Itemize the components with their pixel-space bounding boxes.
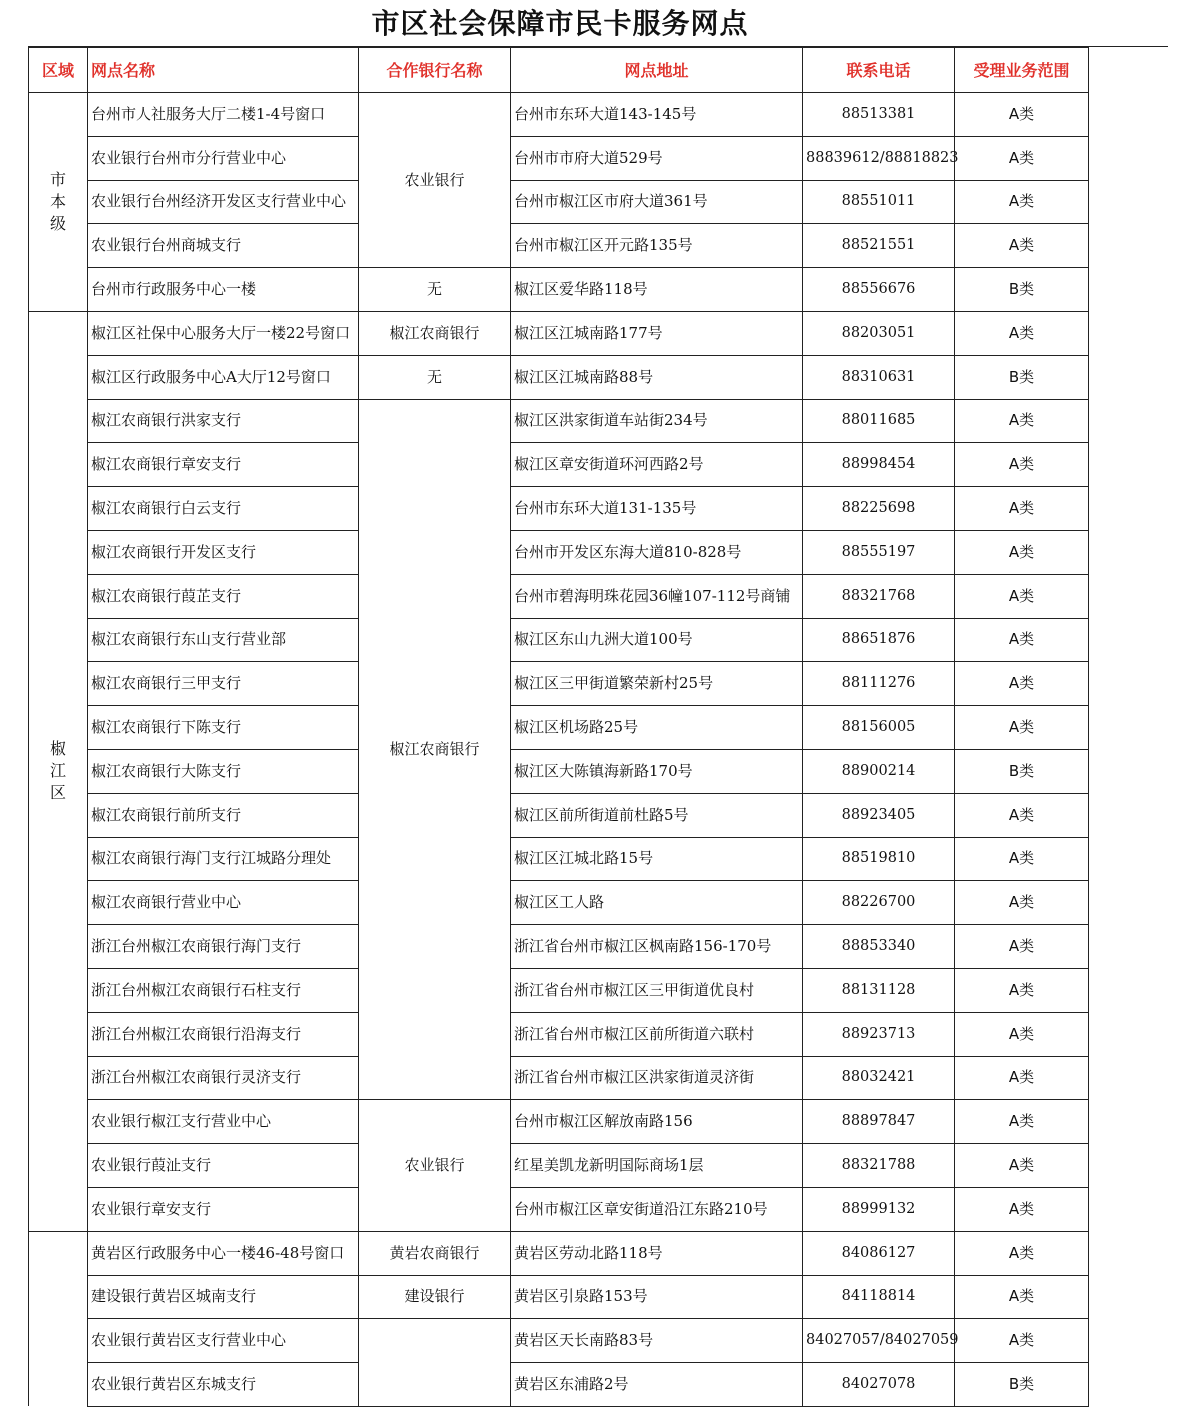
table-row bbox=[29, 136, 1089, 180]
point-scope: B类 bbox=[955, 1363, 1089, 1407]
point-name: 椒江区社保中心服务大厅一楼22号窗口 bbox=[88, 311, 359, 355]
point-name: 椒江农商银行三甲支行 bbox=[88, 662, 359, 706]
table-row bbox=[29, 487, 1089, 531]
bank-name: 椒江农商银行 bbox=[359, 399, 511, 1100]
point-scope: A类 bbox=[955, 662, 1089, 706]
header-phone: 联系电话 bbox=[803, 48, 955, 93]
point-address: 浙江省台州市椒江区三甲街道优良村 bbox=[511, 968, 803, 1012]
table-header-row bbox=[29, 48, 1089, 93]
point-address: 台州市椒江区解放南路156 bbox=[511, 1100, 803, 1144]
point-scope: A类 bbox=[955, 1012, 1089, 1056]
table-row bbox=[29, 706, 1089, 750]
point-address: 台州市椒江区章安街道沿江东路210号 bbox=[511, 1187, 803, 1231]
point-address: 椒江区江城北路15号 bbox=[511, 837, 803, 881]
point-name: 椒江农商银行海门支行江城路分理处 bbox=[88, 837, 359, 881]
point-name: 农业银行章安支行 bbox=[88, 1187, 359, 1231]
table-row bbox=[29, 1100, 1089, 1144]
point-address: 椒江区章安街道环河西路2号 bbox=[511, 443, 803, 487]
point-scope: B类 bbox=[955, 749, 1089, 793]
point-phone: 88513381 bbox=[803, 93, 955, 137]
point-scope: A类 bbox=[955, 224, 1089, 268]
table-row bbox=[29, 662, 1089, 706]
point-phone: 88131128 bbox=[803, 968, 955, 1012]
point-name: 浙江台州椒江农商银行灵济支行 bbox=[88, 1056, 359, 1100]
point-name: 椒江农商银行营业中心 bbox=[88, 881, 359, 925]
point-address: 台州市东环大道143-145号 bbox=[511, 93, 803, 137]
table-row bbox=[29, 399, 1089, 443]
point-scope: B类 bbox=[955, 355, 1089, 399]
point-address: 浙江省台州市椒江区枫南路156-170号 bbox=[511, 925, 803, 969]
region-cell bbox=[29, 1231, 88, 1406]
point-name: 农业银行台州商城支行 bbox=[88, 224, 359, 268]
point-phone: 88839612/88818823 bbox=[803, 136, 955, 180]
point-phone: 88923713 bbox=[803, 1012, 955, 1056]
point-address: 椒江区洪家街道车站街234号 bbox=[511, 399, 803, 443]
point-name: 椒江农商银行东山支行营业部 bbox=[88, 618, 359, 662]
point-address: 椒江区江城南路177号 bbox=[511, 311, 803, 355]
table-row bbox=[29, 793, 1089, 837]
point-phone: 88900214 bbox=[803, 749, 955, 793]
point-name: 椒江区行政服务中心A大厅12号窗口 bbox=[88, 355, 359, 399]
point-name: 椒江农商银行开发区支行 bbox=[88, 530, 359, 574]
point-phone: 88321768 bbox=[803, 574, 955, 618]
point-address: 椒江区工人路 bbox=[511, 881, 803, 925]
point-scope: A类 bbox=[955, 93, 1089, 137]
table-row bbox=[29, 1056, 1089, 1100]
point-phone: 88521551 bbox=[803, 224, 955, 268]
point-name: 浙江台州椒江农商银行海门支行 bbox=[88, 925, 359, 969]
point-address: 椒江区前所街道前杜路5号 bbox=[511, 793, 803, 837]
point-scope: A类 bbox=[955, 180, 1089, 224]
table-row bbox=[29, 1275, 1089, 1319]
point-scope: A类 bbox=[955, 530, 1089, 574]
point-phone: 88226700 bbox=[803, 881, 955, 925]
point-address: 椒江区大陈镇海新路170号 bbox=[511, 749, 803, 793]
point-scope: A类 bbox=[955, 1275, 1089, 1319]
point-address: 黄岩区东浦路2号 bbox=[511, 1363, 803, 1407]
header-region: 区域 bbox=[29, 48, 88, 93]
point-scope: A类 bbox=[955, 706, 1089, 750]
region-label: 市本级 bbox=[50, 169, 67, 233]
point-phone: 88651876 bbox=[803, 618, 955, 662]
point-scope: A类 bbox=[955, 793, 1089, 837]
bank-name: 无 bbox=[359, 355, 511, 399]
bank-name: 农业银行 bbox=[359, 93, 511, 268]
bank-name: 建设银行 bbox=[359, 1275, 511, 1319]
point-phone: 88923405 bbox=[803, 793, 955, 837]
point-phone: 88321788 bbox=[803, 1144, 955, 1188]
point-address: 台州市碧海明珠花园36幢107-112号商铺 bbox=[511, 574, 803, 618]
point-name: 椒江农商银行章安支行 bbox=[88, 443, 359, 487]
point-name: 农业银行黄岩区支行营业中心 bbox=[88, 1319, 359, 1363]
service-points-table bbox=[28, 47, 1089, 1407]
table-row bbox=[29, 268, 1089, 312]
bank-name: 农业银行 bbox=[359, 1100, 511, 1231]
point-scope: A类 bbox=[955, 837, 1089, 881]
point-name: 椒江农商银行洪家支行 bbox=[88, 399, 359, 443]
point-address: 台州市东环大道131-135号 bbox=[511, 487, 803, 531]
point-phone: 88225698 bbox=[803, 487, 955, 531]
table-row bbox=[29, 749, 1089, 793]
point-scope: A类 bbox=[955, 1187, 1089, 1231]
table-row bbox=[29, 443, 1089, 487]
table-row bbox=[29, 925, 1089, 969]
point-scope: A类 bbox=[955, 487, 1089, 531]
point-name: 椒江农商银行大陈支行 bbox=[88, 749, 359, 793]
table-row bbox=[29, 1319, 1089, 1363]
point-phone: 88310631 bbox=[803, 355, 955, 399]
table-row bbox=[29, 574, 1089, 618]
header-address: 网点地址 bbox=[511, 48, 803, 93]
point-scope: A类 bbox=[955, 311, 1089, 355]
point-phone: 88011685 bbox=[803, 399, 955, 443]
point-phone: 88032421 bbox=[803, 1056, 955, 1100]
table-row bbox=[29, 1363, 1089, 1407]
point-phone: 88156005 bbox=[803, 706, 955, 750]
point-phone: 84086127 bbox=[803, 1231, 955, 1275]
point-address: 椒江区三甲街道繁荣新村25号 bbox=[511, 662, 803, 706]
point-scope: A类 bbox=[955, 1100, 1089, 1144]
point-phone: 84027078 bbox=[803, 1363, 955, 1407]
point-address: 台州市开发区东海大道810-828号 bbox=[511, 530, 803, 574]
point-name: 椒江农商银行葭芷支行 bbox=[88, 574, 359, 618]
point-phone: 84118814 bbox=[803, 1275, 955, 1319]
point-name: 农业银行黄岩区东城支行 bbox=[88, 1363, 359, 1407]
point-name: 农业银行葭沚支行 bbox=[88, 1144, 359, 1188]
bank-name: 黄岩农商银行 bbox=[359, 1231, 511, 1275]
point-scope: B类 bbox=[955, 268, 1089, 312]
point-phone: 88555197 bbox=[803, 530, 955, 574]
header-scope: 受理业务范围 bbox=[955, 48, 1089, 93]
point-phone: 88999132 bbox=[803, 1187, 955, 1231]
point-name: 浙江台州椒江农商银行沿海支行 bbox=[88, 1012, 359, 1056]
point-scope: A类 bbox=[955, 1056, 1089, 1100]
point-address: 黄岩区天长南路83号 bbox=[511, 1319, 803, 1363]
point-scope: A类 bbox=[955, 925, 1089, 969]
point-scope: A类 bbox=[955, 968, 1089, 1012]
point-phone: 88203051 bbox=[803, 311, 955, 355]
page-title: 市区社会保障市民卡服务网点 bbox=[371, 7, 749, 40]
point-phone: 88111276 bbox=[803, 662, 955, 706]
point-address: 椒江区江城南路88号 bbox=[511, 355, 803, 399]
table-row bbox=[29, 311, 1089, 355]
point-address: 台州市椒江区市府大道361号 bbox=[511, 180, 803, 224]
table-row bbox=[29, 618, 1089, 662]
point-phone: 88519810 bbox=[803, 837, 955, 881]
point-phone: 88897847 bbox=[803, 1100, 955, 1144]
point-name: 农业银行台州市分行营业中心 bbox=[88, 136, 359, 180]
point-address: 浙江省台州市椒江区洪家街道灵济街 bbox=[511, 1056, 803, 1100]
point-address: 台州市椒江区开元路135号 bbox=[511, 224, 803, 268]
table-row bbox=[29, 881, 1089, 925]
point-address: 椒江区爱华路118号 bbox=[511, 268, 803, 312]
point-scope: A类 bbox=[955, 574, 1089, 618]
point-address: 红星美凯龙新明国际商场1层 bbox=[511, 1144, 803, 1188]
point-name: 建设银行黄岩区城南支行 bbox=[88, 1275, 359, 1319]
table-row bbox=[29, 180, 1089, 224]
table-row bbox=[29, 968, 1089, 1012]
point-address: 椒江区机场路25号 bbox=[511, 706, 803, 750]
bank-name: 无 bbox=[359, 268, 511, 312]
point-address: 浙江省台州市椒江区前所街道六联村 bbox=[511, 1012, 803, 1056]
header-name: 网点名称 bbox=[88, 48, 359, 93]
point-address: 椒江区东山九洲大道100号 bbox=[511, 618, 803, 662]
table-row bbox=[29, 530, 1089, 574]
table-row bbox=[29, 1144, 1089, 1188]
point-address: 黄岩区劳动北路118号 bbox=[511, 1231, 803, 1275]
point-scope: A类 bbox=[955, 618, 1089, 662]
point-scope: A类 bbox=[955, 1144, 1089, 1188]
point-name: 台州市人社服务大厅二楼1-4号窗口 bbox=[88, 93, 359, 137]
point-name: 椒江农商银行下陈支行 bbox=[88, 706, 359, 750]
region-cell bbox=[29, 93, 88, 312]
table-row bbox=[29, 1187, 1089, 1231]
point-scope: A类 bbox=[955, 881, 1089, 925]
point-name: 椒江农商银行前所支行 bbox=[88, 793, 359, 837]
table-row bbox=[29, 837, 1089, 881]
point-scope: A类 bbox=[955, 443, 1089, 487]
table-row bbox=[29, 93, 1089, 137]
point-name: 农业银行台州经济开发区支行营业中心 bbox=[88, 180, 359, 224]
region-cell bbox=[29, 311, 88, 1231]
point-scope: A类 bbox=[955, 136, 1089, 180]
point-scope: A类 bbox=[955, 399, 1089, 443]
table-row bbox=[29, 224, 1089, 268]
point-name: 黄岩区行政服务中心一楼46-48号窗口 bbox=[88, 1231, 359, 1275]
point-name: 台州市行政服务中心一楼 bbox=[88, 268, 359, 312]
point-phone: 88853340 bbox=[803, 925, 955, 969]
region-label: 椒江区 bbox=[50, 739, 67, 803]
point-phone: 88551011 bbox=[803, 180, 955, 224]
point-phone: 84027057/84027059 bbox=[803, 1319, 955, 1363]
point-name: 农业银行椒江支行营业中心 bbox=[88, 1100, 359, 1144]
bank-name bbox=[359, 1319, 511, 1407]
point-phone: 88556676 bbox=[803, 268, 955, 312]
table-row bbox=[29, 355, 1089, 399]
point-name: 浙江台州椒江农商银行石柱支行 bbox=[88, 968, 359, 1012]
table-row bbox=[29, 1231, 1089, 1275]
point-address: 台州市市府大道529号 bbox=[511, 136, 803, 180]
bank-name: 椒江农商银行 bbox=[359, 311, 511, 355]
header-bank: 合作银行名称 bbox=[359, 48, 511, 93]
table-row bbox=[29, 1012, 1089, 1056]
point-phone: 88998454 bbox=[803, 443, 955, 487]
point-address: 黄岩区引泉路153号 bbox=[511, 1275, 803, 1319]
point-scope: A类 bbox=[955, 1231, 1089, 1275]
point-scope: A类 bbox=[955, 1319, 1089, 1363]
point-name: 椒江农商银行白云支行 bbox=[88, 487, 359, 531]
